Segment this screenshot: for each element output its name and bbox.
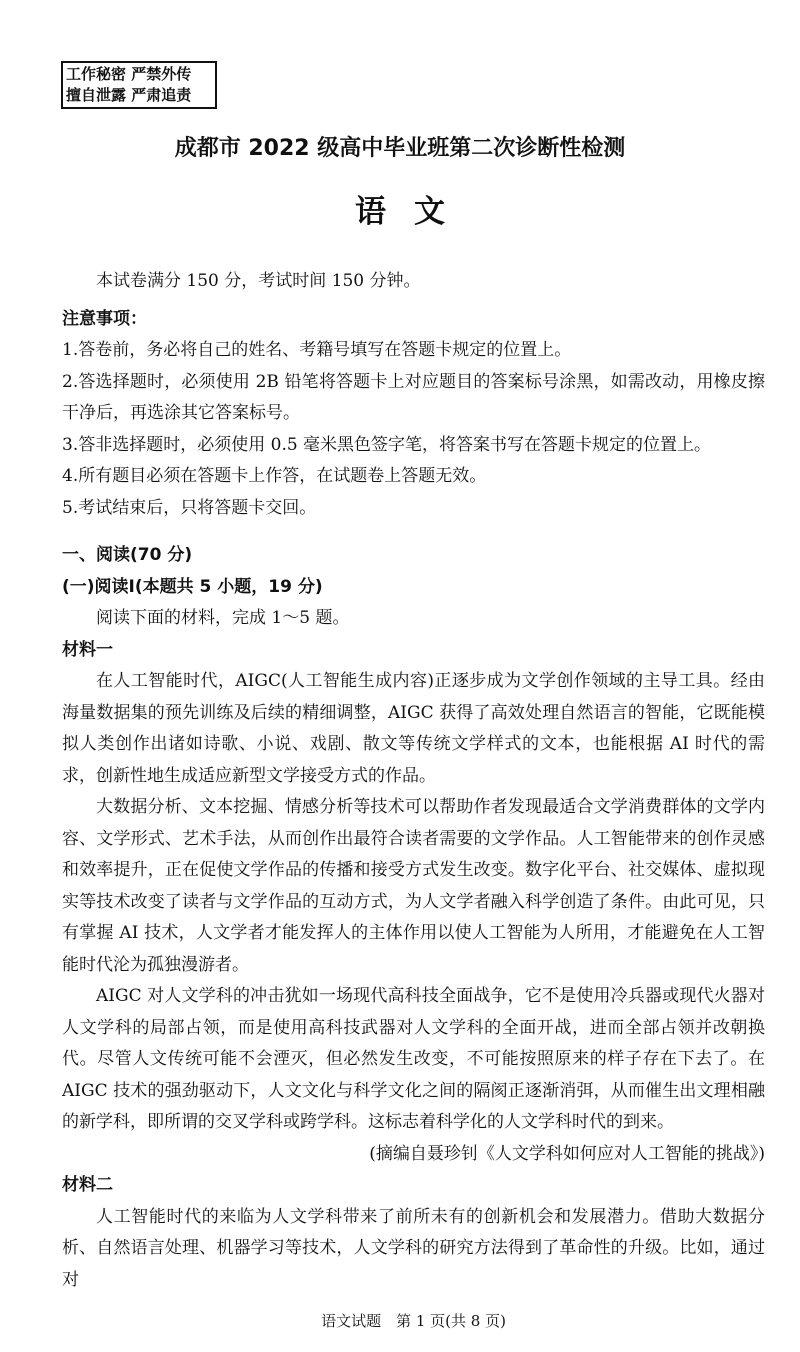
note-item: 4.所有题目必须在答题卡上作答，在试题卷上答题无效。 bbox=[62, 466, 487, 486]
material-2-paragraph: 人工智能时代的来临为人文学科带来了前所未有的创新机会和发展潜力。借助大数据分析、自然语言处理、机器学习等技术，人文学科的研究方法得到了革命性的升级。比如，通过对 bbox=[62, 1206, 765, 1290]
material-1-paragraph: AIGC 对人文学科的冲击犹如一场现代高科技全面战争，它不是使用冷兵器或现代火器对人文学科的局部占领，而是使用高科技武器对人文学科的全面开战，进而全部占领并改朝换代。尽管人文传统可能不会湮灭，但必然发生改变，不可能按照原来的样子存在下去了。在 AIGC 技术的强劲驱动下，人文文化与科学文化之间的隔阂正逐渐消弭，从而催生出文理相融的新学科，即所谓的交叉学科或跨学科。这标志着科学化的人文学科时代的到来。 bbox=[62, 986, 765, 1132]
note-item: 3.答非选择题时，必须使用 0.5 毫米黑色签字笔，将答案书写在答题卡规定的位置上。 bbox=[62, 434, 712, 455]
material-1-paragraph: 大数据分析、文本挖掘、情感分析等技术可以帮助作者发现最适合文学消费群体的文学内容、文学形式、艺术手法，从而创作出最符合读者需要的文学作品。人工智能带来的创作灵感和效率提升，正在促使文学作品的传播和接受方式发生改变。数字化平台、社交媒体、虚拟现实等技术改变了读者与文学作品的互动方式，为人文学者融入科学创造了条件。由此可见，只有掌握 AI 技术，人文学者才能发挥人的主体作用以使人工智能为人所用，才能避免在人工智能时代沦为孤独漫游者。 bbox=[62, 797, 765, 975]
note-item: 2.答选择题时，必须使用 2B 铅笔将答题卡上对应题目的答案标号涂黑，如需改动，用橡皮擦干净后，再选涂其它答案标号。 bbox=[62, 371, 765, 423]
stamp-line-1: 工作秘密 严禁外传 bbox=[66, 65, 192, 83]
stamp-line-2: 擅自泄露 严肃追责 bbox=[66, 86, 192, 104]
confidentiality-stamp bbox=[61, 61, 217, 109]
exam-title: 成都市 2022 级高中毕业班第二次诊断性检测 bbox=[174, 136, 626, 161]
material-2-label: 材料二 bbox=[62, 1175, 113, 1195]
notes-heading: 注意事项： bbox=[62, 308, 147, 329]
subsection-heading: (一)阅读Ⅰ(本题共 5 小题，19 分) bbox=[62, 576, 323, 597]
material-1-label: 材料一 bbox=[62, 639, 113, 660]
page-footer: 语文试题 第 1 页(共 8 页) bbox=[321, 1312, 506, 1330]
exam-content bbox=[62, 266, 765, 1352]
subject-title: 语文 bbox=[355, 194, 473, 230]
reading-instruction: 阅读下面的材料，完成 1～5 题。 bbox=[96, 608, 350, 628]
exam-intro: 本试卷满分 150 分，考试时间 150 分钟。 bbox=[96, 271, 421, 291]
note-item: 1.答卷前，务必将自己的姓名、考籍号填写在答题卡规定的位置上。 bbox=[62, 340, 572, 360]
material-1-paragraph: 在人工智能时代，AIGC(人工智能生成内容)正逐步成为文学创作领域的主导工具。经由海量数据集的预先训练及后续的精细调整，AIGC 获得了高效处理自然语言的智能，它既能模拟人类创作出诸如诗歌、小说、戏剧、散文等传统文学样式的文本，也能根据 AI 时代的需求，创新性地生成适应新型文学接受方式的作品。 bbox=[62, 671, 765, 786]
section-heading: 一、阅读(70 分) bbox=[62, 545, 193, 565]
note-item: 5.考试结束后，只将答题卡交回。 bbox=[62, 497, 317, 518]
material-1-source: (摘编自聂珍钊《人文学科如何应对人工智能的挑战》) bbox=[369, 1143, 765, 1164]
